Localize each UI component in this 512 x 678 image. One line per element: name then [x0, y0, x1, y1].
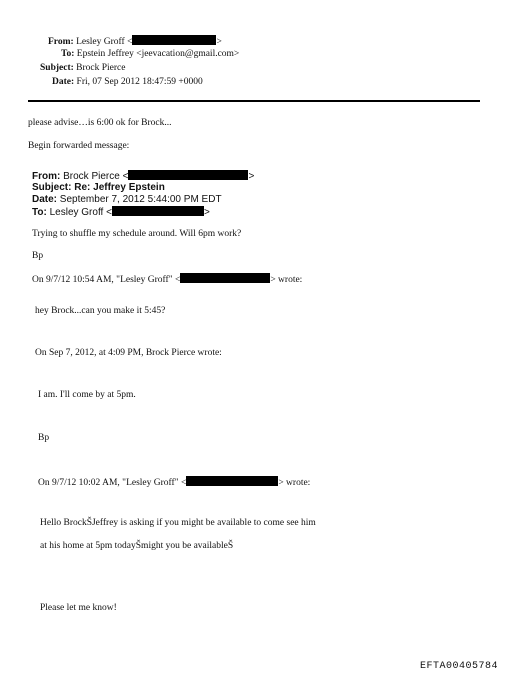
fwd-from-label: From: [32, 171, 61, 182]
fwd-to-row [32, 206, 210, 218]
header-from-row [48, 35, 222, 47]
fwd-to-suffix: > [203, 207, 210, 218]
fwd-to-value: Lesley Groff < [49, 207, 112, 218]
hello-line-1: Hello BrockŠJeffrey is asking if you might be available to come see him [40, 518, 316, 528]
header-date-value: Fri, 07 Sep 2012 18:47:59 +0000 [76, 77, 203, 87]
fwd-date-row [32, 194, 222, 205]
redaction-bar [112, 206, 204, 216]
advise-line: please advise…is 6:00 ok for Brock... [28, 118, 172, 128]
fwd-date-value: September 7, 2012 5:44:00 PM EDT [59, 194, 222, 205]
quote-header-1-suffix: > wrote: [270, 275, 303, 285]
fwd-to-label: To: [32, 207, 47, 218]
let-me-know-line: Please let me know! [40, 603, 117, 613]
header-subject-value: Brock Pierce [76, 63, 126, 73]
fwd-date-label: Date: [32, 194, 58, 205]
header-subject-label: Subject: [40, 63, 74, 73]
quote-header-2: On Sep 7, 2012, at 4:09 PM, Brock Pierce wrote: [35, 348, 222, 358]
header-date-label: Date: [52, 77, 75, 87]
fwd-from-row [32, 170, 254, 182]
fwd-from-suffix: > [248, 171, 255, 182]
header-to-value: Epstein Jeffrey <jeevacation@gmail.com> [76, 49, 240, 59]
header-divider [28, 100, 480, 102]
redaction-bar [132, 35, 216, 45]
shuffle-line: Trying to shuffle my schedule around. Will 6pm work? [32, 229, 242, 239]
fwd-subject-label: Subject: [32, 182, 72, 193]
quote-header-3-prefix: On 9/7/12 10:02 AM, "Lesley Groff" < [38, 478, 187, 488]
quote-header-1 [32, 273, 302, 285]
hello-line-2: at his home at 5pm todayŠmight you be availableŠ [40, 541, 234, 551]
header-to-row [61, 49, 239, 59]
header-date-row [52, 77, 203, 87]
header-from-label: From: [48, 37, 74, 47]
redaction-bar [180, 273, 270, 283]
header-from-value: Lesley Groff < [76, 37, 133, 47]
quote-header-3-suffix: > wrote: [278, 478, 311, 488]
header-subject-row [40, 63, 125, 73]
redaction-bar [128, 170, 248, 180]
signature-bp-1: Bp [32, 251, 44, 261]
fwd-subject-row [32, 182, 165, 193]
redaction-bar [186, 476, 278, 486]
make-it-line: hey Brock...can you make it 5:45? [35, 306, 166, 316]
fwd-from-value: Brock Pierce < [63, 171, 129, 182]
fwd-subject-value: Re: Jeffrey Epstein [74, 182, 165, 193]
quote-header-3 [38, 476, 310, 488]
header-from-suffix: > [216, 37, 222, 47]
header-to-label: To: [61, 49, 75, 59]
signature-bp-2: Bp [38, 433, 50, 443]
bates-number: EFTA00405784 [419, 661, 498, 672]
quote-header-1-prefix: On 9/7/12 10:54 AM, "Lesley Groff" < [32, 275, 181, 285]
come-by-line: I am. I'll come by at 5pm. [38, 390, 136, 400]
begin-forwarded-line: Begin forwarded message: [28, 141, 130, 151]
